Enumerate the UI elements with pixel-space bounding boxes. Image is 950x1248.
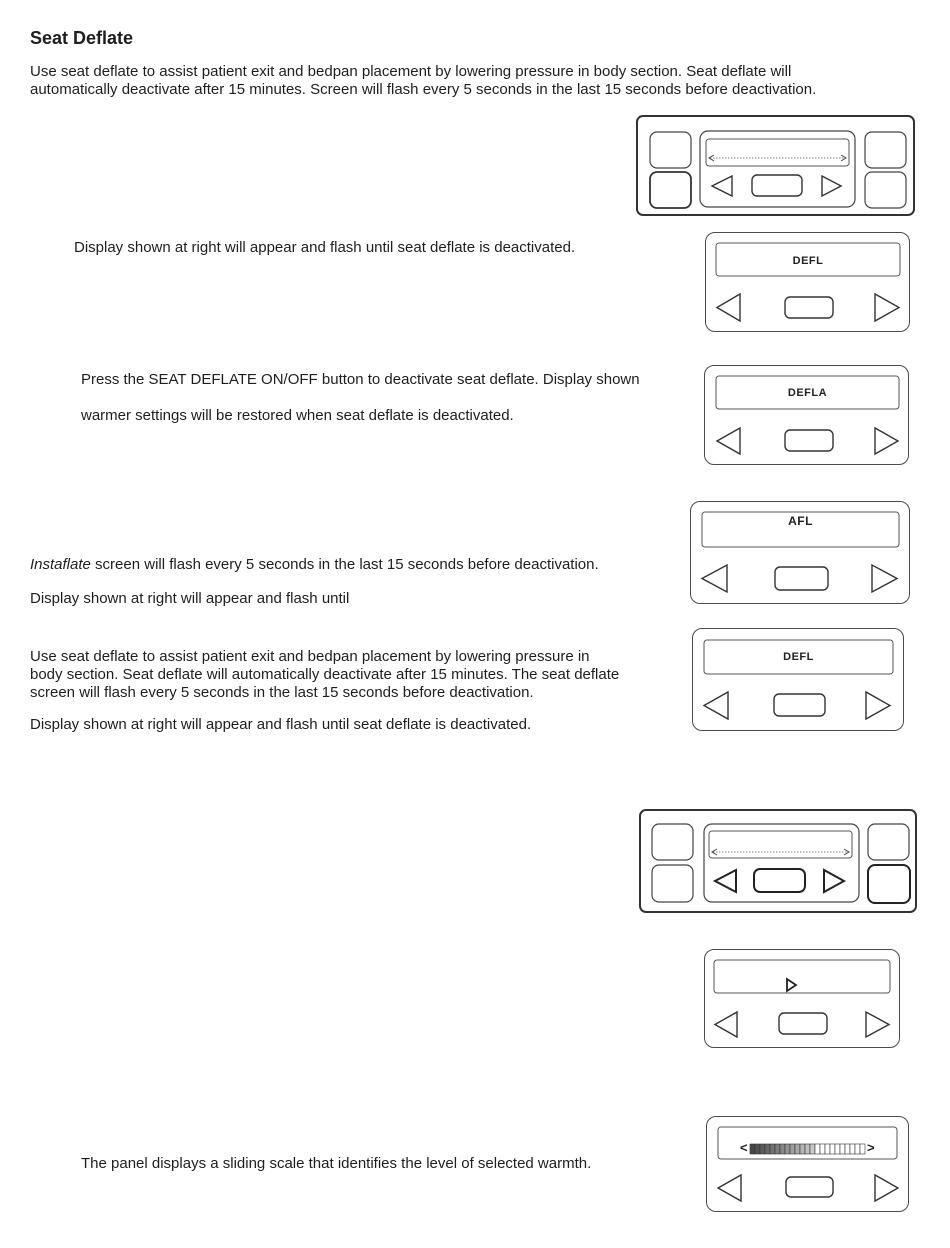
- display-panel-defl: [705, 232, 910, 332]
- scale-cell: [790, 1144, 795, 1154]
- display-panel-afl: [690, 501, 910, 604]
- step2-line: warmer settings will be restored when seat deflate is deactivated.: [81, 407, 514, 424]
- lcd-text: DEFLA: [787, 387, 828, 399]
- scale-cell: [815, 1144, 820, 1154]
- instaflate-term: Instaflate: [30, 556, 91, 573]
- scale-cell: [780, 1144, 785, 1154]
- scale-cell: [805, 1144, 810, 1154]
- lcd-text: AFL: [788, 514, 813, 528]
- scale-cell: [785, 1144, 790, 1154]
- center-button[interactable]: [774, 694, 825, 716]
- step2-text: [81, 371, 640, 425]
- right-arrow-icon[interactable]: [866, 692, 890, 719]
- scale-right-bracket: >: [866, 1140, 876, 1155]
- panel-button-bottom-left[interactable]: [652, 865, 693, 902]
- left-arrow-icon[interactable]: [704, 692, 728, 719]
- lcd-text: DEFL: [783, 651, 814, 663]
- scale-cell: [760, 1144, 765, 1154]
- display-panel-defl-2: [692, 628, 904, 731]
- right-arrow-icon[interactable]: [866, 1012, 889, 1037]
- control-panel-full-2: [639, 809, 917, 913]
- step4-paragraph: [30, 648, 619, 702]
- scale-cell: [825, 1144, 830, 1154]
- intro-line: automatically deactivate after 15 minutes. Screen will flash every 5 seconds in the last 15 seconds before deactivation.: [30, 81, 817, 98]
- left-arrow-icon[interactable]: [702, 565, 727, 592]
- lcd-text: DEFL: [792, 255, 824, 267]
- scale-cell: [830, 1144, 835, 1154]
- scale-cell: [810, 1144, 815, 1154]
- step3-line2: Display shown at right will appear and flash until: [30, 590, 350, 607]
- step3-line1: [30, 556, 599, 574]
- center-button[interactable]: [785, 297, 833, 318]
- center-button[interactable]: [786, 1177, 833, 1197]
- step1-text: Display shown at right will appear and flash until seat deflate is deactivated.: [74, 239, 576, 256]
- center-button[interactable]: [785, 430, 833, 451]
- left-arrow-icon[interactable]: [718, 1175, 741, 1201]
- left-arrow-icon[interactable]: [715, 1012, 737, 1037]
- scale-cell: [800, 1144, 805, 1154]
- panel-button-top-right[interactable]: [868, 824, 909, 860]
- scale-cell: [765, 1144, 770, 1154]
- center-button[interactable]: [752, 175, 802, 196]
- scale-cell: [820, 1144, 825, 1154]
- control-panel-full: [636, 115, 915, 216]
- scale-left-bracket: <: [739, 1140, 749, 1155]
- scale-cell: [770, 1144, 775, 1154]
- intro-paragraph: [30, 63, 816, 99]
- center-button[interactable]: [779, 1013, 827, 1034]
- left-arrow-icon[interactable]: [717, 294, 740, 321]
- scale-cell: [855, 1144, 860, 1154]
- scale-cell: [795, 1144, 800, 1154]
- step4-line: Use seat deflate to assist patient exit and bedpan placement by lowering pressure in: [30, 648, 590, 665]
- right-arrow-icon[interactable]: [875, 294, 899, 321]
- right-arrow-icon[interactable]: [872, 565, 897, 592]
- step5-text: The panel displays a sliding scale that identifies the level of selected warmth.: [81, 1155, 592, 1172]
- scale-cell: [840, 1144, 845, 1154]
- panel-button-top-right[interactable]: [865, 132, 906, 168]
- display-panel-indicator: [704, 949, 900, 1048]
- scale-cell: [850, 1144, 855, 1154]
- display-panel-defla: [704, 365, 909, 465]
- step4-line: screen will flash every 5 seconds in the last 15 seconds before deactivation.: [30, 684, 534, 701]
- intro-line: Use seat deflate to assist patient exit and bedpan placement by lowering pressure in body section. Seat deflate will: [30, 63, 792, 80]
- panel-button-top-left[interactable]: [650, 132, 691, 168]
- step2-line: Press the SEAT DEFLATE ON/OFF button to deactivate seat deflate. Display shown: [81, 371, 640, 388]
- right-arrow-icon[interactable]: [875, 1175, 898, 1201]
- lcd-screen: [706, 139, 849, 166]
- left-arrow-icon[interactable]: [717, 428, 740, 454]
- right-arrow-icon[interactable]: [875, 428, 898, 454]
- step4-display-note: Display shown at right will appear and flash until seat deflate is deactivated.: [30, 716, 532, 733]
- panel-button-top-left[interactable]: [652, 824, 693, 860]
- scale-cell: [845, 1144, 850, 1154]
- page-title: Seat Deflate: [30, 28, 134, 48]
- display-panel-warmth-scale: [706, 1116, 909, 1212]
- lcd-screen: [714, 960, 890, 993]
- step3-rest: screen will flash every 5 seconds in the last 15 seconds before deactivation.: [90, 556, 599, 573]
- panel-button-bottom-left[interactable]: [650, 172, 691, 208]
- center-button[interactable]: [754, 869, 805, 892]
- step4-line: body section. Seat deflate will automatically deactivate after 15 minutes. The seat deflate: [30, 666, 620, 683]
- scale-cell: [750, 1144, 755, 1154]
- lcd-screen: [709, 831, 852, 858]
- panel-button-bottom-right[interactable]: [865, 172, 906, 208]
- scale-cell: [755, 1144, 760, 1154]
- scale-cell: [775, 1144, 780, 1154]
- center-button[interactable]: [775, 567, 828, 590]
- panel-button-bottom-right[interactable]: [868, 865, 910, 903]
- scale-cell: [835, 1144, 840, 1154]
